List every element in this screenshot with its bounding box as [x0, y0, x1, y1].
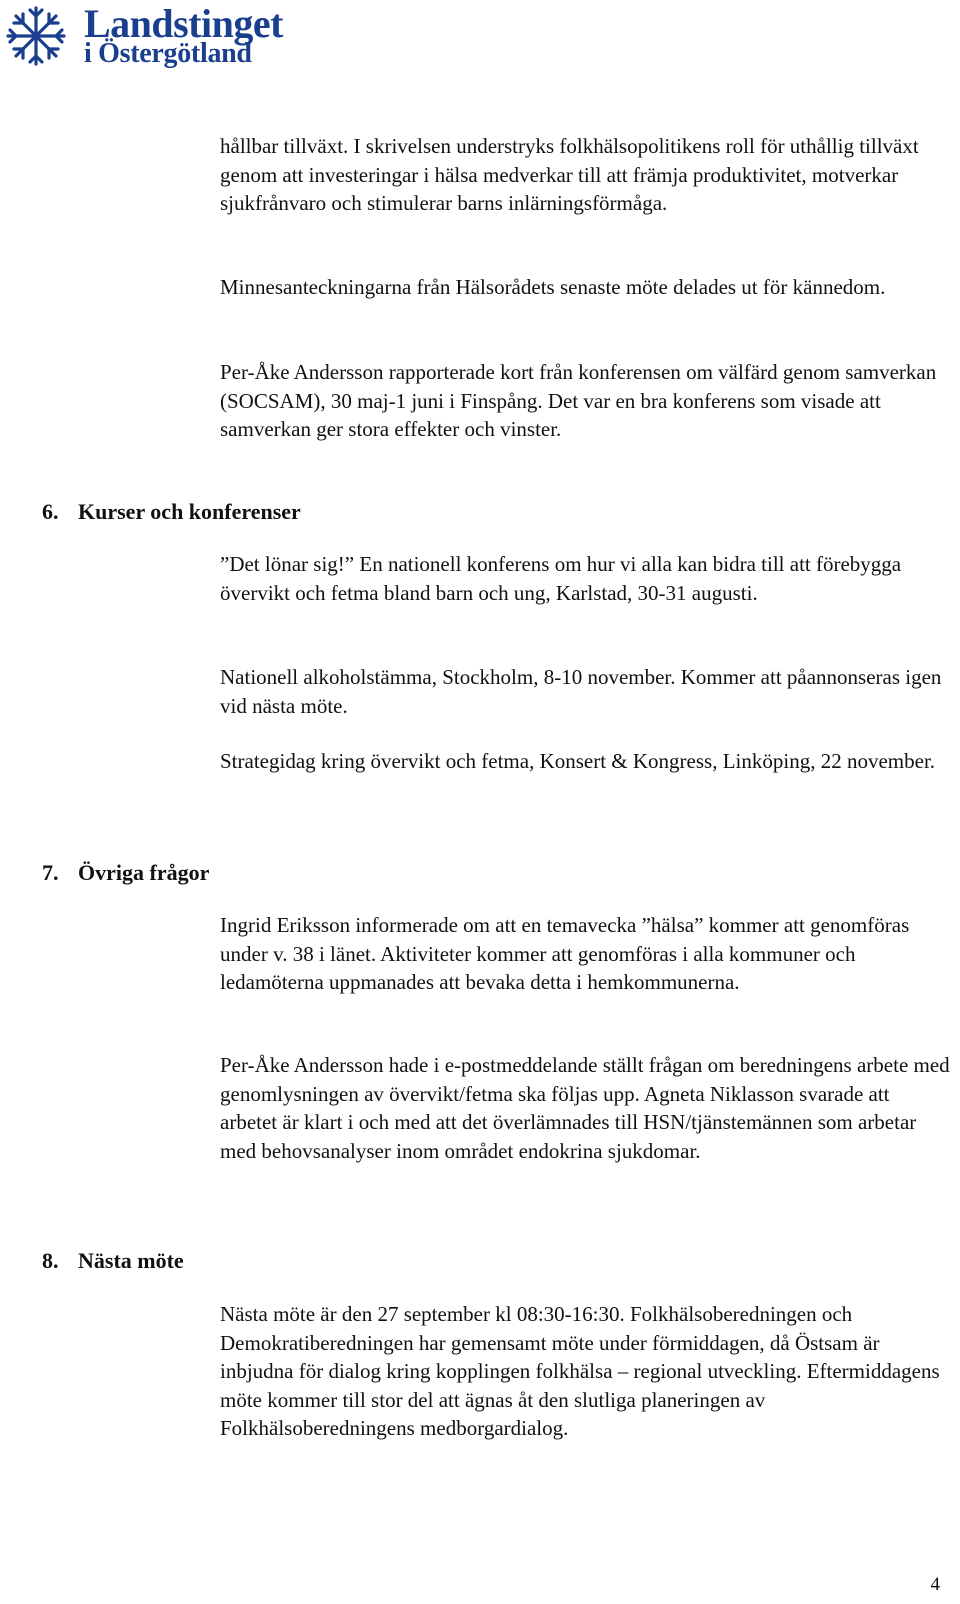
- conference-item: Nationell alkoholstämma, Stockholm, 8-10 november. Kommer att påannonseras igen vid nästa möte.: [220, 665, 942, 718]
- next-meeting-item: Nästa möte är den 27 september kl 08:30-16:30. Folkhälsoberedningen och Demokratiberedningen har gemensamt möte under förmiddagen, då Östsam är inbjudna för dialog kring kopplingen folkhälsa – regional utveckling. Eftermiddagens möte kommer till stor del att ägnas åt den slutliga planeringen av Folkhälsoberedningens medborgardialog.: [220, 1302, 940, 1441]
- logo-title: Landstinget: [84, 1, 283, 46]
- organization-logo: [4, 1, 324, 74]
- section-title: Nästa möte: [78, 1248, 184, 1273]
- section-7-heading: [42, 860, 209, 886]
- logo-subtitle: i Östergötland: [84, 38, 252, 69]
- conference-item: ”Det lönar sig!” En nationell konferens om hur vi alla kan bidra till att förebygga övervikt och fetma bland barn och ung, Karlstad, 30-31 augusti.: [220, 552, 902, 605]
- star-flower-icon: [4, 4, 68, 68]
- paragraph-minutes: Minnesanteckningarna från Hälsorådets senaste möte delades ut för kännedom.: [220, 275, 886, 299]
- section-number: 6.: [42, 499, 59, 524]
- paragraph-socsam-conference: Per-Åke Andersson rapporterade kort från konferensen om välfärd genom samverkan (SOCSAM), 30 maj-1 juni i Finspång. Det var en bra konferens som visade att samverkan ger stora effekter och vinster.: [220, 360, 937, 442]
- other-item: Ingrid Eriksson informerade om att en temavecka ”hälsa” kommer att genomföras under v. 38 i länet. Aktiviteter kommer att genomföras i alla kommuner och ledamöterna uppmanades att bevaka detta i hemkommunerna.: [220, 913, 910, 995]
- other-item: Per-Åke Andersson hade i e-postmeddelande ställt frågan om beredningens arbete med genomlysningen av övervikt/fetma ska följas upp. Agneta Niklasson svarade att arbetet är klart i och med att det överlämnades till HSN/tjänstemännen som arbetar med behovsanalyser inom området endokrina sjukdomar.: [220, 1053, 950, 1163]
- section-number: 7.: [42, 860, 59, 885]
- conference-item: Strategidag kring övervikt och fetma, Konsert & Kongress, Linköping, 22 november.: [220, 749, 936, 773]
- section-number: 8.: [42, 1248, 59, 1273]
- section-title: Övriga frågor: [78, 860, 210, 885]
- page-number: 4: [930, 1574, 940, 1595]
- section-8-heading: [42, 1248, 184, 1274]
- section-title: Kurser och konferenser: [78, 499, 301, 524]
- paragraph-sustainable-growth: hållbar tillväxt. I skrivelsen understryks folkhälsopolitikens roll för uthållig tillväxt genom att investeringar i hälsa medverkar till att främja produktivitet, motverkar sjukfrånvaro och stimulerar barns inlärningsförmåga.: [220, 134, 919, 216]
- section-6-heading: [42, 499, 301, 525]
